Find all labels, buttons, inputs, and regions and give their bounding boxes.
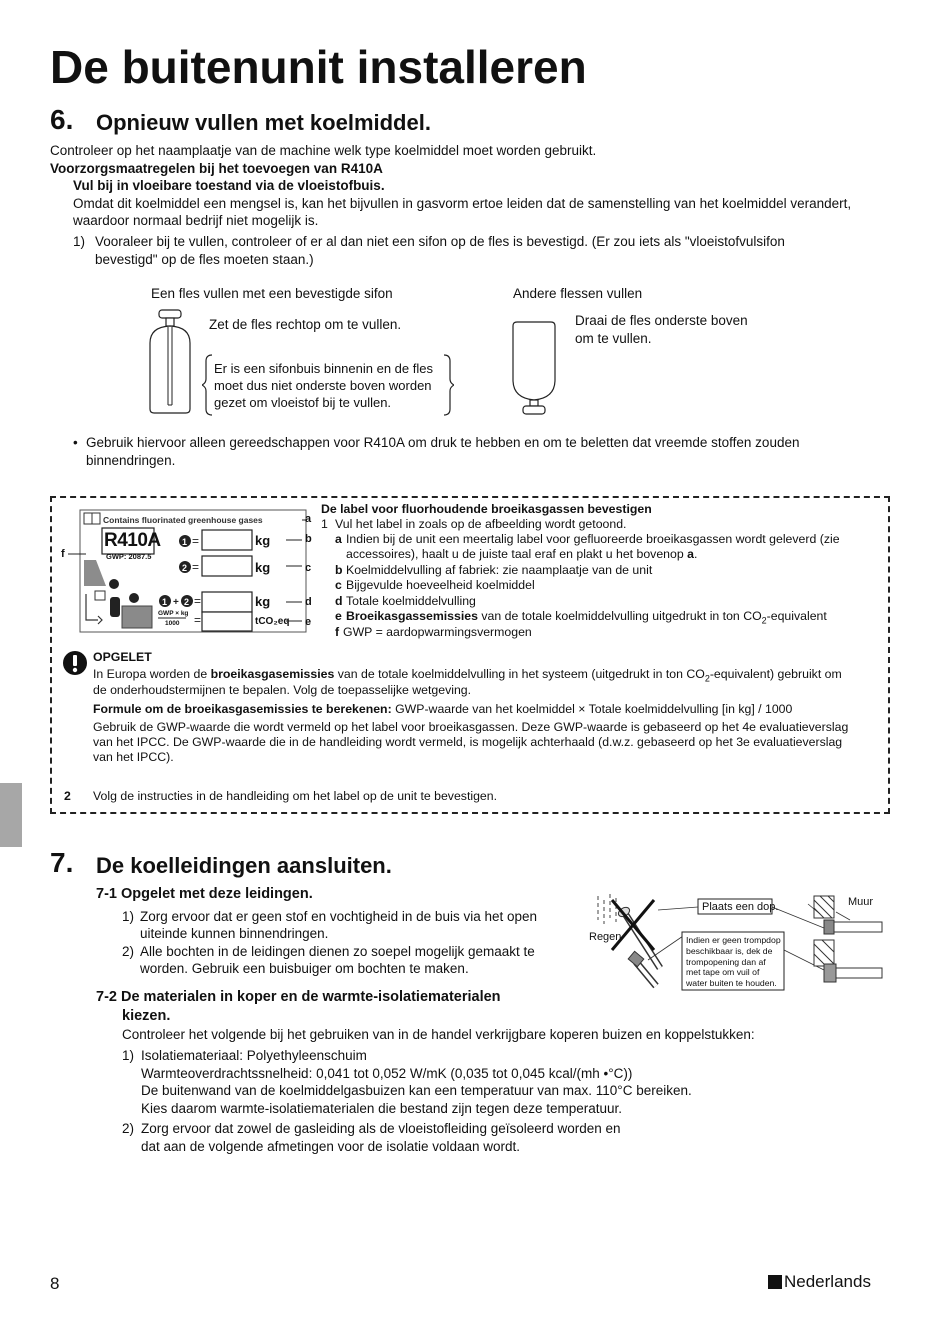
fig-left-title: Een fles vullen met een bevestigde sifon <box>151 286 393 301</box>
sub-7-2-intro: Controleer het volgende bij het gebruiken van in de handel verkrijgbare koperen buizen en koppelstukken: <box>122 1027 755 1042</box>
s2-2-line-1: Zorg ervoor dat zowel de gasleiding als de vloeistofleiding geïsoleerd worden en <box>141 1121 621 1136</box>
s2-1-number: 1) <box>122 1048 135 1063</box>
caution-line-2: de onderhoudstermijnen te bepalen. Volg de toepasselijke wetgeving. <box>93 683 472 697</box>
caution-l1-c: -equivalent) gebruikt om <box>709 667 842 681</box>
caution-l1-a: In Europa worden de <box>93 667 208 681</box>
step-1-line-2: bevestigd" op de fles moeten staan.) <box>95 252 314 267</box>
brace-line-1: Er is een sifonbuis binnenin en de fles <box>214 361 433 376</box>
precaution-heading: Voorzorgsmaatregelen bij het toevoegen van R410A <box>50 161 383 176</box>
fig-plaats: Plaats een dop. <box>702 901 779 913</box>
caution-l1-sub: 2 <box>704 673 710 684</box>
step-1-number: 1) <box>73 234 86 249</box>
s1-2-line-1: Alle bochten in de leidingen dienen zo soepel mogelijk gemaakt te <box>140 944 535 959</box>
label-letter-e: e <box>305 616 312 628</box>
precaution-line-1: Omdat dit koelmiddel een mengsel is, kan het bijvullen in gasvorm ertoe leiden dat de samenstelling van het koelmiddel verandert, <box>73 196 852 211</box>
label-header: Contains fluorinated greenhouse gases <box>103 515 263 525</box>
sub-7-1-heading: 7-1 Opgelet met deze leidingen. <box>96 886 313 902</box>
svg-text:2: 2 <box>184 597 190 607</box>
fig-muur: Muur <box>848 896 874 908</box>
brace-line-2: moet dus niet onderste boven worden <box>214 378 432 393</box>
bullet-dot: • <box>73 435 78 450</box>
language-square-icon <box>768 1275 782 1289</box>
svg-text:=: = <box>192 560 200 574</box>
label-letter-c: c <box>305 562 312 574</box>
label-e-letter: e <box>335 609 342 623</box>
sub-7-2-heading-2: kiezen. <box>122 1008 171 1024</box>
s1-2-line-2: worden. Gebruik een buisbuiger om bochten te maken. <box>140 961 469 976</box>
label-a-text-2-main: accessoires), haalt u de juiste taal eraf en plakt u het bovenop <box>346 547 684 561</box>
formula-line <box>93 702 792 718</box>
fig-right-note-1: Draai de fles onderste boven <box>575 313 748 328</box>
label-unit-kg-2: kg <box>255 560 271 575</box>
page-number: 8 <box>50 1274 60 1293</box>
fig-right-note <box>575 312 748 348</box>
svg-text:2: 2 <box>182 563 188 573</box>
caution-l1-b: van de totale koelmiddelvulling in het systeem (uitgedrukt in ton CO <box>337 667 705 681</box>
fig-note-5: water buiten te houden. <box>686 978 777 989</box>
label-item-2-number: 2 <box>64 789 71 803</box>
label-refrigerant: R410A <box>104 530 161 551</box>
s2-2-number: 2) <box>122 1121 135 1136</box>
cylinder-upright-icon <box>140 305 200 417</box>
caution-title: OPGELET <box>93 650 152 664</box>
label-letter-a: a <box>305 513 312 525</box>
label-e-main: van de totale koelmiddelvulling uitgedrukt in ton CO <box>481 609 762 623</box>
svg-text:1: 1 <box>182 537 188 547</box>
label-formula-top: GWP × kg <box>158 610 189 617</box>
label-e-tail: -equivalent <box>766 609 827 623</box>
fig-right-note-2: om te vullen. <box>575 331 652 346</box>
label-e-sub: 2 <box>761 615 767 626</box>
fig-note-3: trompopening dan af <box>686 956 766 967</box>
label-letter-b: b <box>305 533 312 545</box>
bullet-line-1: Gebruik hiervoor alleen gereedschappen voor R410A om druk te hebben en om te beletten dat vreemde stoffen zouden <box>86 435 800 450</box>
label-e-bold: Broeikasgassemissies <box>346 609 478 623</box>
label-d-text: Totale koelmiddelvulling <box>346 594 476 608</box>
gwp-line-2: van het IPCC. De GWP-waarde die in de handleiding wordt vermeld, is mogelijk achterhaald (d.w.z. gebaseerd op het 3e evaluatieverslag <box>93 735 843 749</box>
label-item-2-text: Volg de instructies in de handleiding om het label op de unit te bevestigen. <box>93 789 498 803</box>
formula-bold: Formule om de broeikasgasemissies te berekenen: <box>93 702 392 716</box>
label-f-letter-text: f <box>335 625 340 639</box>
svg-text:=: = <box>192 534 200 548</box>
s2-1-line-4: Kies daarom warmte-isolatiematerialen die bestand zijn tegen deze temperatuur. <box>141 1101 623 1116</box>
label-a-text-1: Indien bij de unit een meertalig label voor gefluoreerde broeikasgassen wordt geleverd (zie <box>346 532 840 546</box>
label-letter-f: f <box>61 548 65 560</box>
svg-text:=: = <box>194 594 202 608</box>
s2-1-line-1: Isolatiemateriaal: Polyethyleenschuim <box>141 1048 367 1063</box>
s2-1-line-3: De buitenwand van de koelmiddelgasbuizen kan een temperatuur van max. 110°C bereiken. <box>141 1083 692 1098</box>
formula-text: GWP-waarde van het koelmiddel × Totale koelmiddelvulling [in kg] / 1000 <box>395 702 793 716</box>
label-b-letter: b <box>335 563 343 577</box>
fig-right-title: Andere flessen vullen <box>513 286 643 301</box>
label-unit-tco2: tCO₂eq <box>255 616 290 627</box>
s1-2-number: 2) <box>122 944 135 959</box>
gwp-line-1: Gebruik de GWP-waarde die wordt vermeld op het label voor broeikasgassen. Deze GWP-waarde is gebaseerd op het 4e evaluatieverslag <box>93 720 849 734</box>
label-letter-d: d <box>305 596 312 608</box>
bullet-line-2: binnendringen. <box>86 453 176 468</box>
fig-left-note: Zet de fles rechtop om te vullen. <box>209 317 402 332</box>
label-c-text: Bijgevulde hoeveelheid koelmiddel <box>346 578 535 592</box>
label-gwp: GWP: 2087.5 <box>106 552 152 561</box>
section-7-title: De koelleidingen aansluiten. <box>96 853 392 878</box>
fig-note <box>686 935 781 989</box>
svg-text:1: 1 <box>162 597 168 607</box>
label-formula-bottom: 1000 <box>165 620 180 627</box>
label-f-text: GWP = aardopwarmingsvermogen <box>343 625 532 639</box>
label-a-letter: a <box>335 532 342 546</box>
svg-text:+: + <box>173 597 179 608</box>
s1-1-line-1: Zorg ervoor dat er geen stof en vochtigheid in de buis via het open <box>140 909 538 924</box>
brace-line-3: gezet om vloeistof bij te vullen. <box>214 395 392 410</box>
precaution-line-2: waardoor normaal bedrijf niet mogelijk is. <box>73 213 319 228</box>
language-label: Nederlands <box>784 1272 871 1291</box>
sub-7-2-heading-1: 7-2 De materialen in koper en de warmte-isolatiematerialen <box>96 989 501 1005</box>
section-6-number: 6. <box>50 104 74 135</box>
step-1-line-1: Vooraleer bij te vullen, controleer of er al dan niet een sifon op de fles is bevestigd. (Er zou iets als "vloeistofvulsifon <box>95 234 785 249</box>
fig-note-2: beschikbaar is, dek de <box>686 945 773 956</box>
section-7-number: 7. <box>50 847 74 878</box>
sec6-intro: Controleer op het naamplaatje van de machine welk type koelmiddel moet worden gebruikt. <box>50 143 597 158</box>
label-a-text-2: accessoires), haalt u de juiste taal eraf en plakt u het bovenop a. <box>346 547 698 561</box>
fig-note-4: met tape om vuil of <box>686 967 760 978</box>
cylinder-inverted-icon <box>505 318 563 418</box>
page-title: De buitenunit installeren <box>50 41 587 93</box>
label-unit-kg-1: kg <box>255 533 271 548</box>
label-item-1-text: Vul het label in zoals op de afbeelding wordt getoond. <box>335 517 627 531</box>
side-tab <box>0 783 22 847</box>
label-box-heading: De label voor fluorhoudende broeikasgassen bevestigen <box>321 502 652 516</box>
precaution-sub: Vul bij in vloeibare toestand via de vloeistofbuis. <box>73 178 385 193</box>
label-item-1-number: 1 <box>321 517 328 531</box>
label-d-letter: d <box>335 594 343 608</box>
fig-regen: Regen <box>589 931 622 943</box>
s2-2-line-2: dat aan de volgende afmetingen voor de isolatie voldaan wordt. <box>141 1139 521 1154</box>
caution-l1-bold: broeikasgasemissies <box>210 667 335 681</box>
svg-text:=: = <box>194 613 202 627</box>
gwp-line-3: van het IPCC). <box>93 750 174 764</box>
label-f-leader <box>68 548 88 562</box>
label-b-text: Koelmiddelvulling af fabriek: zie naamplaatje van de unit <box>346 563 653 577</box>
label-a-text-2-bold: a <box>687 547 694 561</box>
label-unit-kg-3: kg <box>255 594 271 609</box>
label-c-letter: c <box>335 578 342 592</box>
section-6-title: Opnieuw vullen met koelmiddel. <box>96 110 431 135</box>
fig-left-brace-text <box>214 360 433 411</box>
fig-note-1: Indien er geen trompdop <box>686 935 781 945</box>
caution-icon <box>62 650 88 676</box>
s1-1-number: 1) <box>122 909 135 924</box>
s1-1-line-2: uiteinde kunnen binnendringen. <box>140 926 329 941</box>
s2-1-line-2: Warmteoverdrachtssnelheid: 0,041 tot 0,052 W/mK (0,035 tot 0,045 kcal/(mh •°C)) <box>141 1066 633 1081</box>
